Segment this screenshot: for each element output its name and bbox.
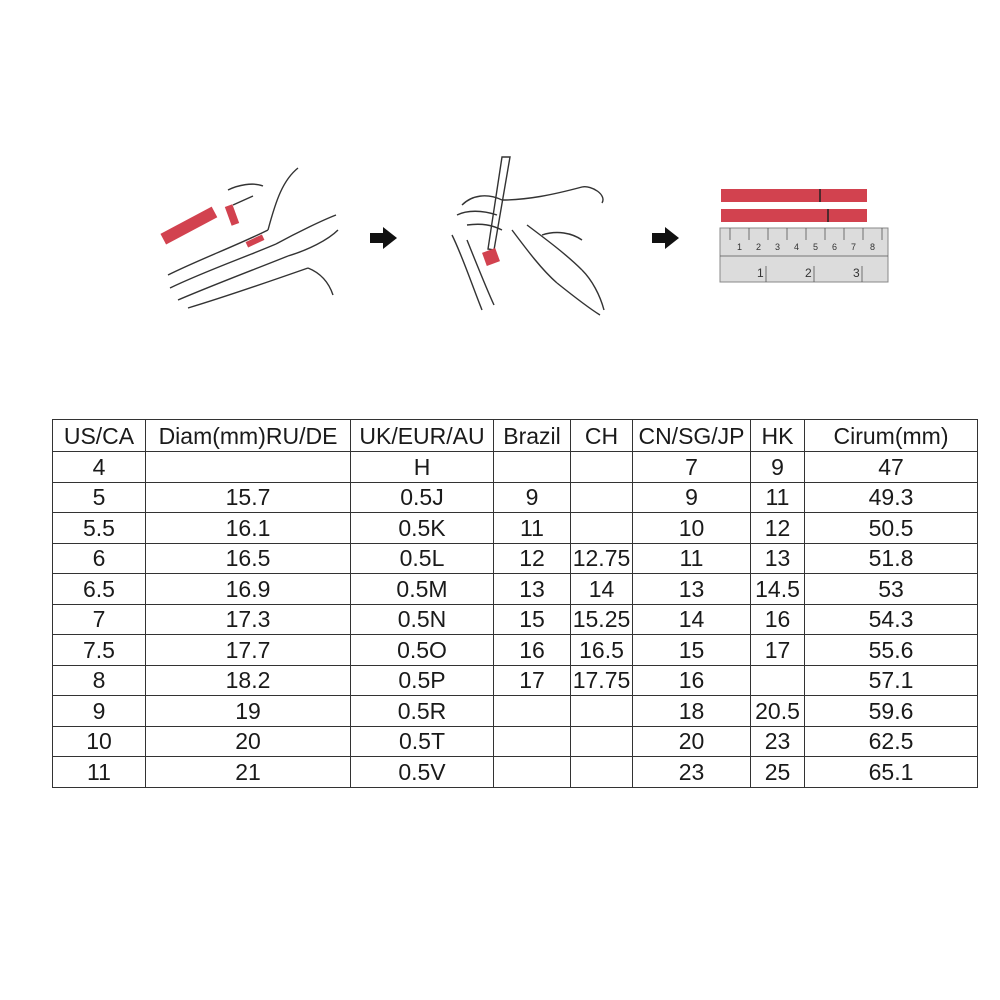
table-cell: 13 xyxy=(494,574,571,605)
table-cell xyxy=(571,482,633,513)
table-cell xyxy=(146,452,351,483)
table-cell: 9 xyxy=(751,452,805,483)
table-cell: 10 xyxy=(53,726,146,757)
table-cell: 13 xyxy=(633,574,751,605)
table-cell xyxy=(571,513,633,544)
table-row xyxy=(53,726,978,757)
ruler-inch-label: 1 xyxy=(757,266,764,280)
ruler-cm-label: 5 xyxy=(813,242,819,252)
table-cell: 15 xyxy=(633,635,751,666)
table-cell: 0.5P xyxy=(351,665,494,696)
arrow-right-icon xyxy=(650,226,680,250)
ruler-cm-label: 6 xyxy=(832,242,838,252)
table-cell: 14 xyxy=(571,574,633,605)
table-cell xyxy=(494,696,571,727)
table-row xyxy=(53,513,978,544)
table-cell xyxy=(571,757,633,788)
red-strip-shape xyxy=(160,207,217,245)
table-cell: 14 xyxy=(633,604,751,635)
table-cell: 25 xyxy=(751,757,805,788)
hand-mark-strip-illustration xyxy=(432,155,622,320)
red-strip-shape xyxy=(482,248,500,266)
table-cell: 17.7 xyxy=(146,635,351,666)
red-strip-shape xyxy=(225,204,239,226)
table-cell: 9 xyxy=(53,696,146,727)
table-cell: 16 xyxy=(751,604,805,635)
table-cell: 20 xyxy=(146,726,351,757)
ruler-cm-label: 4 xyxy=(794,242,800,252)
table-cell: 0.5T xyxy=(351,726,494,757)
table-cell: 6 xyxy=(53,543,146,574)
table-cell xyxy=(494,452,571,483)
table-cell xyxy=(494,757,571,788)
table-cell: 0.5L xyxy=(351,543,494,574)
column-header: CH xyxy=(571,420,633,452)
table-cell: 17 xyxy=(751,635,805,666)
table-cell: 23 xyxy=(751,726,805,757)
table-cell: 9 xyxy=(633,482,751,513)
table-row xyxy=(53,635,978,666)
table-cell: 11 xyxy=(53,757,146,788)
table-header-row xyxy=(53,420,978,452)
table-cell: 12.75 xyxy=(571,543,633,574)
column-header: HK xyxy=(751,420,805,452)
ruler-inch-label: 2 xyxy=(805,266,812,280)
table-cell: 16.9 xyxy=(146,574,351,605)
ruler-cm-label: 3 xyxy=(775,242,781,252)
table-row xyxy=(53,482,978,513)
table-cell: 0.5R xyxy=(351,696,494,727)
ruler-inch-label: 3 xyxy=(853,266,860,280)
table-cell: 12 xyxy=(494,543,571,574)
column-header: UK/EUR/AU xyxy=(351,420,494,452)
table-cell: 21 xyxy=(146,757,351,788)
table-row xyxy=(53,757,978,788)
table-row xyxy=(53,574,978,605)
table-cell: 49.3 xyxy=(805,482,978,513)
table-cell: 17 xyxy=(494,665,571,696)
table-cell: 0.5O xyxy=(351,635,494,666)
table-cell: 16 xyxy=(633,665,751,696)
table-body xyxy=(53,452,978,788)
table-cell: 16.5 xyxy=(146,543,351,574)
red-strip-shape xyxy=(721,189,867,202)
table-cell: 17.75 xyxy=(571,665,633,696)
table-cell: 0.5V xyxy=(351,757,494,788)
table-row xyxy=(53,543,978,574)
table-row xyxy=(53,604,978,635)
table-cell: 7 xyxy=(53,604,146,635)
ring-size-table xyxy=(52,419,978,788)
table-cell: 0.5J xyxy=(351,482,494,513)
table-cell: 10 xyxy=(633,513,751,544)
table-cell: 23 xyxy=(633,757,751,788)
table-cell: 16.5 xyxy=(571,635,633,666)
table-cell: 5.5 xyxy=(53,513,146,544)
table-row xyxy=(53,452,978,483)
table-row xyxy=(53,665,978,696)
table-cell: 14.5 xyxy=(751,574,805,605)
table-cell xyxy=(571,696,633,727)
table-cell: 13 xyxy=(751,543,805,574)
table-cell: 20.5 xyxy=(751,696,805,727)
ruler-cm-label: 8 xyxy=(870,242,876,252)
column-header: Cirum(mm) xyxy=(805,420,978,452)
table-cell xyxy=(571,726,633,757)
table-cell: 20 xyxy=(633,726,751,757)
table-cell: 16.1 xyxy=(146,513,351,544)
table-cell: 7.5 xyxy=(53,635,146,666)
table-row xyxy=(53,696,978,727)
column-header: Brazil xyxy=(494,420,571,452)
table-cell: 12 xyxy=(751,513,805,544)
column-header: US/CA xyxy=(53,420,146,452)
table-cell: 50.5 xyxy=(805,513,978,544)
table-cell: 51.8 xyxy=(805,543,978,574)
table-cell: 57.1 xyxy=(805,665,978,696)
table-cell: 7 xyxy=(633,452,751,483)
table-cell: 17.3 xyxy=(146,604,351,635)
table-cell: 47 xyxy=(805,452,978,483)
table-cell xyxy=(494,726,571,757)
table-cell: 18.2 xyxy=(146,665,351,696)
column-header: Diam(mm)RU/DE xyxy=(146,420,351,452)
table-cell: 0.5K xyxy=(351,513,494,544)
table-cell: 15 xyxy=(494,604,571,635)
column-header: CN/SG/JP xyxy=(633,420,751,452)
table-cell: 5 xyxy=(53,482,146,513)
table-cell xyxy=(571,452,633,483)
table-cell: 59.6 xyxy=(805,696,978,727)
ruler-cm-label: 7 xyxy=(851,242,857,252)
red-strip-shape xyxy=(721,209,867,222)
table-cell: 11 xyxy=(751,482,805,513)
table-cell: 0.5N xyxy=(351,604,494,635)
hand-wrap-strip-illustration xyxy=(158,160,348,310)
table-cell: 4 xyxy=(53,452,146,483)
arrow-right-icon xyxy=(368,226,398,250)
table-cell: 11 xyxy=(633,543,751,574)
table-cell: 65.1 xyxy=(805,757,978,788)
ruler-cm-label: 1 xyxy=(737,242,743,252)
table-cell: 15.7 xyxy=(146,482,351,513)
sizing-instructions xyxy=(150,150,900,320)
table-cell: 18 xyxy=(633,696,751,727)
table-cell: 54.3 xyxy=(805,604,978,635)
table-cell: 55.6 xyxy=(805,635,978,666)
table-cell: 9 xyxy=(494,482,571,513)
table-cell: 53 xyxy=(805,574,978,605)
table-cell: 8 xyxy=(53,665,146,696)
table-cell: 15.25 xyxy=(571,604,633,635)
ruler-cm-label: 2 xyxy=(756,242,762,252)
table-cell: 6.5 xyxy=(53,574,146,605)
table-cell: 62.5 xyxy=(805,726,978,757)
table-cell xyxy=(751,665,805,696)
ruler-measure-illustration xyxy=(720,188,890,284)
table-cell: 19 xyxy=(146,696,351,727)
table-cell: 0.5M xyxy=(351,574,494,605)
table-cell: 11 xyxy=(494,513,571,544)
table-cell: H xyxy=(351,452,494,483)
table-cell: 16 xyxy=(494,635,571,666)
